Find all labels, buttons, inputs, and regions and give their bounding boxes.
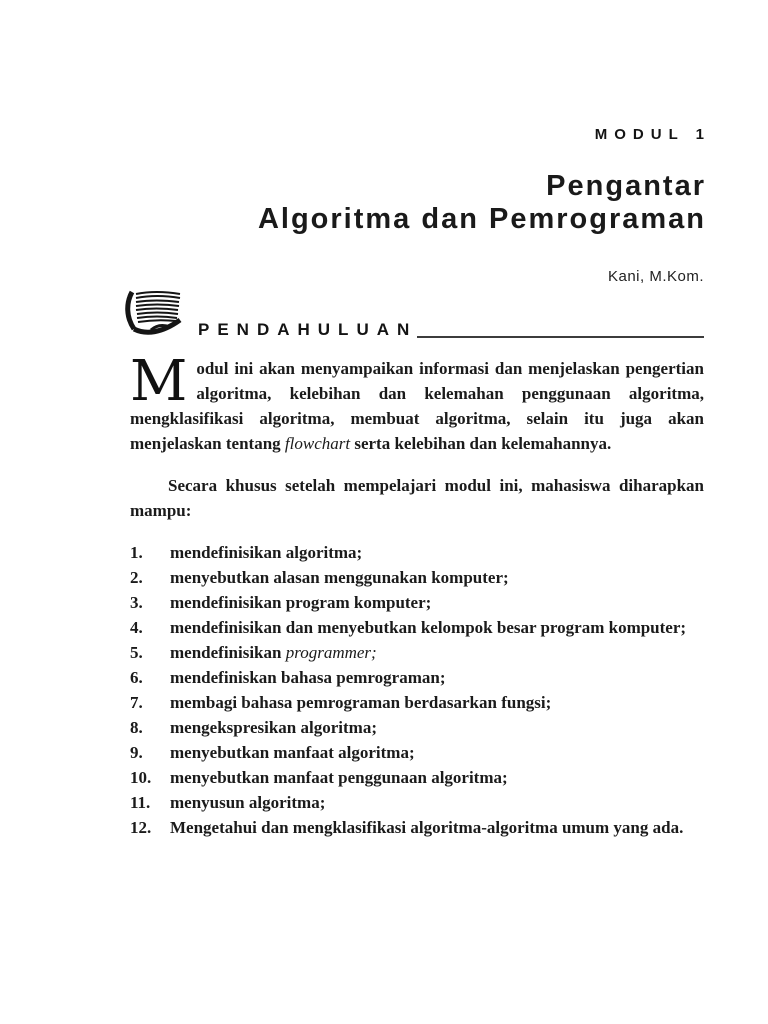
list-item (130, 715, 704, 740)
list-item-number: 4. (130, 618, 143, 637)
list-item (130, 815, 704, 840)
page-title-line2: Algoritma dan Pemrograman (257, 203, 706, 235)
list-item (130, 590, 704, 615)
list-item-text: mendefinisikan programmer; (170, 643, 377, 662)
author-name: Kani, M.Kom. (607, 268, 704, 285)
list-item (130, 665, 704, 690)
list-item-number: 2. (130, 568, 143, 587)
intro-italic-word: flowchart (284, 434, 351, 453)
list-item-text: menyebutkan manfaat penggunaan algoritma; (170, 768, 508, 787)
list-item-text: Mengetahui dan mengklasifikasi algoritma-algoritma umum yang ada. (170, 818, 684, 837)
objectives-lead-paragraph: Secara khusus setelah mempelajari modul ini, mahasiswa diharapkan mampu: (130, 476, 704, 520)
list-item-text: mendefinisikan dan menyebutkan kelompok besar program komputer; (170, 618, 687, 637)
list-item-number: 7. (130, 693, 143, 712)
list-item-number: 8. (130, 718, 143, 737)
list-item-text: membagi bahasa pemrograman berdasarkan fungsi; (170, 693, 552, 712)
list-item-number: 6. (130, 668, 143, 687)
list-item (130, 565, 704, 590)
list-item-text: mendefinisikan program komputer; (170, 593, 432, 612)
list-item (130, 790, 704, 815)
list-item-text: menyusun algoritma; (170, 793, 326, 812)
section-heading-row (124, 289, 704, 341)
list-item-number: 10. (130, 768, 152, 787)
list-item (130, 740, 704, 765)
module-label: MODUL 1 (594, 126, 711, 143)
section-heading: PENDAHULUAN (198, 320, 418, 339)
list-item-number: 3. (130, 593, 143, 612)
list-item (130, 540, 704, 565)
list-item-number: 11. (130, 793, 151, 812)
list-item (130, 765, 704, 790)
page-title (130, 170, 706, 236)
list-item-text: menyebutkan alasan menggunakan komputer; (170, 568, 509, 587)
page-title-line1: Pengantar (546, 170, 706, 202)
list-item-text: menyebutkan manfaat algoritma; (170, 743, 415, 762)
intro-text-1: odul ini akan menyampaikan informasi dan menjelaskan pengertian algoritma, kelebihan dan kelemahan penggunaan algoritma, mengklasifikasi algoritma, membuat algoritma, selain itu juga akan menjelaskan tentang (130, 359, 704, 453)
intro-paragraph (130, 349, 704, 456)
heading-rule (417, 336, 704, 338)
objectives-list (130, 540, 704, 840)
list-item-number: 9. (130, 743, 143, 762)
list-item (130, 615, 704, 640)
list-item (130, 640, 704, 665)
list-item-text: mendefinisikan algoritma; (170, 543, 363, 562)
dropcap-letter: M (130, 349, 188, 414)
list-item-text: mengekspresikan algoritma; (170, 718, 377, 737)
intro-text-2: serta kelebihan dan kelemahannya. (350, 434, 612, 453)
list-item (130, 690, 704, 715)
open-book-icon (124, 289, 184, 341)
list-item-italic-word: programmer; (285, 643, 377, 662)
list-item-number: 12. (130, 818, 152, 837)
list-item-text: mendefiniskan bahasa pemrograman; (170, 668, 446, 687)
list-item-number: 5. (130, 643, 143, 662)
list-item-number: 1. (130, 543, 143, 562)
